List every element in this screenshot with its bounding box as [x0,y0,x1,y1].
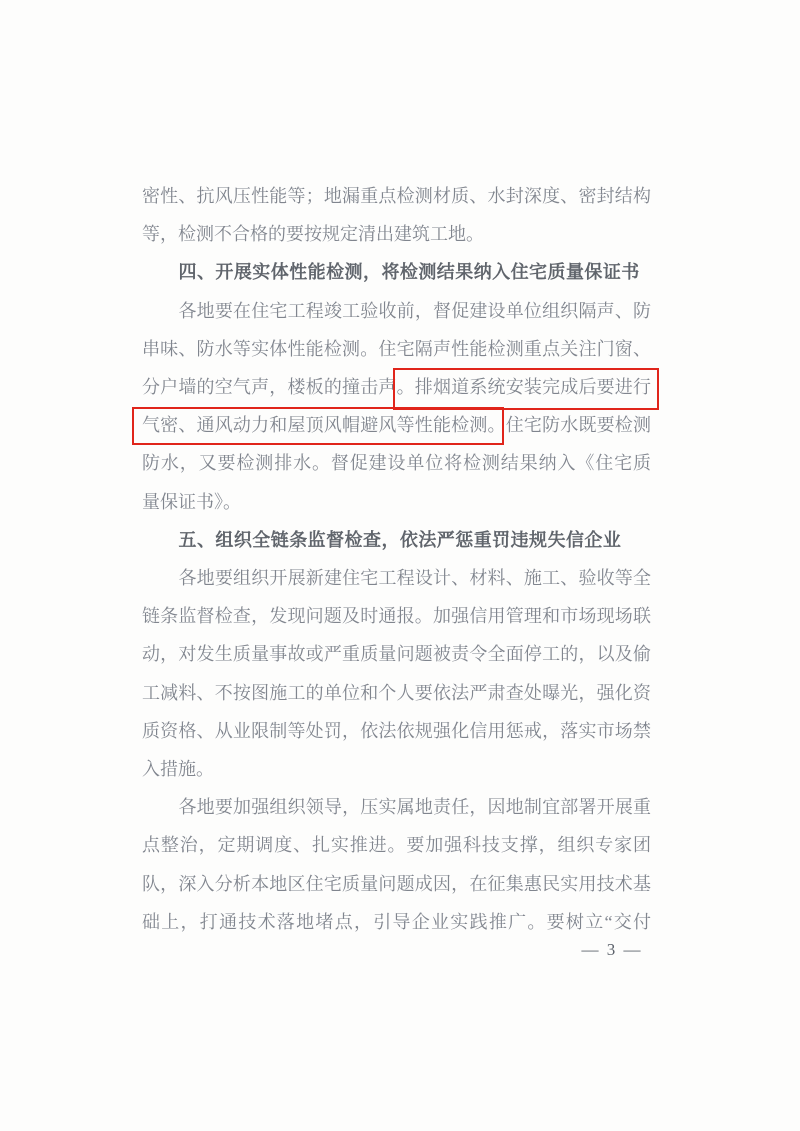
text-line: 础上，打通技术落地堵点，引导企业实践推广。要树立“交付 [142,911,651,932]
text-line: 等，检测不合格的要按规定清出建筑工地。 [142,224,484,245]
text-line: 各地要加强组织领导，压实属地责任，因地制宜部署开展重 [178,797,651,818]
text-line: 各地要组织开展新建住宅工程设计、材料、施工、验收等全 [178,568,651,589]
page-number: — 3 — [581,940,643,959]
text-line: 链条监督检查，发现问题及时通报。加强信用管理和市场现场联 [142,606,651,627]
text-line: 各地要在住宅工程竣工验收前，督促建设单位组织隔声、防 [178,300,651,321]
text-line: 密性、抗风压性能等；地漏重点检测材质、水封深度、密封结构 [142,186,651,206]
text-line: 点整治，定期调度、扎实推进。要加强科技支撑，组织专家团 [142,835,651,856]
text-line: 量保证书》。 [142,491,241,512]
text-line: 防水，又要检测排水。督促建设单位将检测结果纳入《住宅质 [142,453,651,474]
section-heading: 四、开展实体性能检测，将检测结果纳入住宅质量保证书 [178,262,640,283]
text-line: 串味、防水等实体性能检测。住宅隔声性能检测重点关注门窗、 [142,338,651,359]
text-line: 队，深入分析本地区住宅质量问题成因，在征集惠民实用技术基 [142,873,651,894]
text-line: 动，对发生质量事故或严重质量问题被责令全面停工的，以及偷 [142,644,651,665]
text-line: 质资格、从业限制等处罚，依法依规强化信用惩戒，落实市场禁 [142,720,651,741]
text-line: 工减料、不按图施工的单位和个人要依法严肃查处曝光，强化资 [142,682,651,703]
text-line: 分户墙的空气声，楼板的撞击声。排烟道系统安装完成后要进行 [142,377,651,398]
document-body [142,177,651,941]
text-line: 入措施。 [142,759,214,780]
text-line: 气密、通风动力和屋顶风帽避风等性能检测。住宅防水既要检测 [142,415,651,436]
section-heading: 五、组织全链条监督检查，依法严惩重罚违规失信企业 [178,529,622,550]
